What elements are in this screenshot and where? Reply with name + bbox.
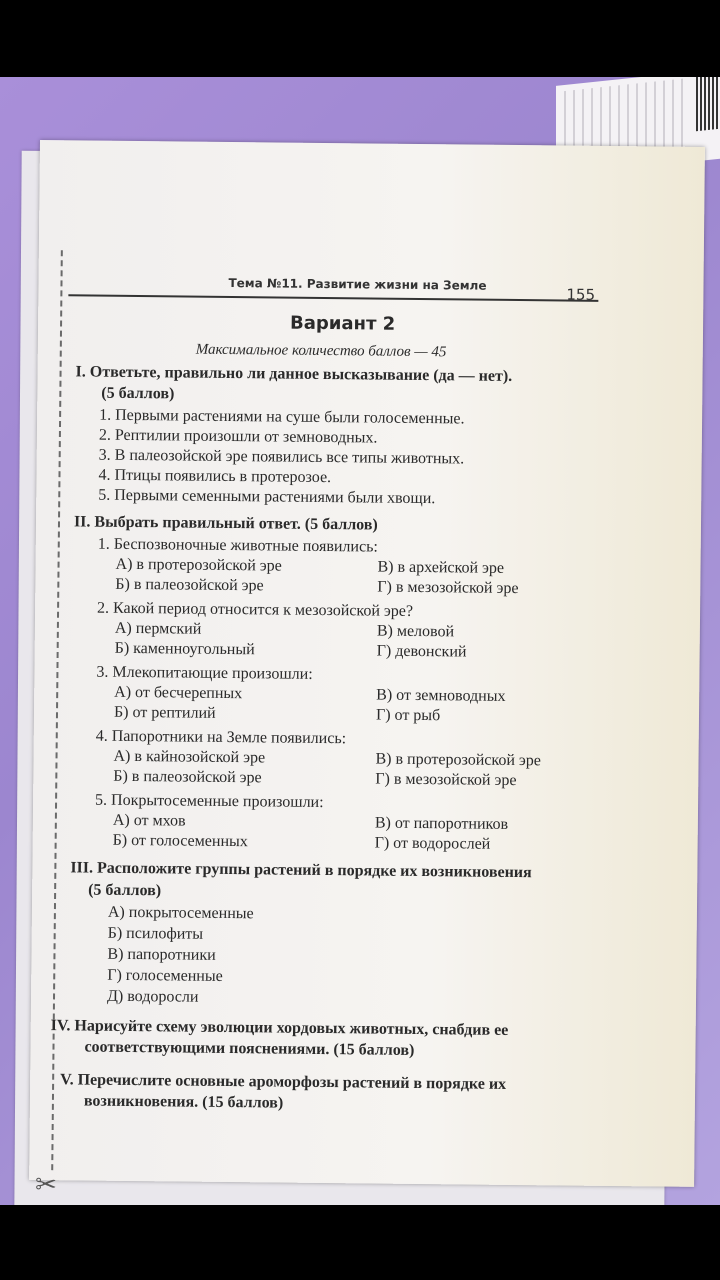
section-title: Нарисуйте схему эволюции хордовых животных, снабдив ее xyxy=(74,1017,509,1039)
max-score: Максимальное количество баллов — 45 xyxy=(195,341,447,361)
option: Б) в палеозойской эре xyxy=(115,575,264,595)
plant-group-item: А) покрытосеменные xyxy=(107,903,254,923)
option: А) от мхов xyxy=(112,811,186,830)
page-number: 155 xyxy=(566,285,596,304)
option: В) меловой xyxy=(376,622,455,641)
plant-group-item: Б) псилофиты xyxy=(107,924,204,943)
plant-group-item: Д) водоросли xyxy=(106,987,199,1006)
section-3-heading xyxy=(70,858,532,883)
section-1-points: (5 баллов) xyxy=(101,384,175,403)
section-title: Выбрать правильный ответ. (5 баллов) xyxy=(94,513,378,534)
section-number: III. xyxy=(70,859,94,877)
option: В) в архейской эре xyxy=(377,558,505,577)
section-5-line-2: возникновения. (15 баллов) xyxy=(83,1092,284,1112)
statement-item: 5. Первыми семенными растениями были хвощи. xyxy=(98,486,436,508)
statement-item: 3. В палеозойской эре появились все типы животных. xyxy=(98,446,465,468)
option: Г) в мезозойской эре xyxy=(377,578,519,598)
question: 5. Покрытосеменные произошли: xyxy=(95,791,324,812)
option: Г) девонский xyxy=(376,642,467,661)
option: Б) каменноугольный xyxy=(114,639,255,659)
section-title: Перечислите основные ароморфозы растений в порядке их xyxy=(77,1071,507,1093)
option: Г) от водорослей xyxy=(374,834,491,853)
option: А) пермский xyxy=(114,619,202,638)
statement-item: 1. Первыми растениями на суше были голосеменные. xyxy=(99,406,465,428)
topic-title: Тема №11. Развитие жизни на Земле xyxy=(228,275,487,293)
option: В) от земноводных xyxy=(376,686,506,705)
section-number: I. xyxy=(75,363,86,381)
question: 2. Какой период относится к мезозойской эре? xyxy=(97,599,414,620)
question: 1. Беспозвоночные животные появились: xyxy=(97,535,378,556)
section-number: V. xyxy=(60,1071,74,1089)
option: А) от бесчерепных xyxy=(114,683,243,703)
photo-background xyxy=(0,77,720,1205)
option: Б) от голосеменных xyxy=(112,831,248,851)
section-3-points: (5 баллов) xyxy=(88,881,162,900)
running-header xyxy=(68,272,598,302)
option: А) в кайнозойской эре xyxy=(113,747,266,767)
section-2-heading xyxy=(74,512,378,535)
section-number: IV. xyxy=(50,1017,71,1035)
option: Б) от рептилий xyxy=(113,703,216,722)
statement-item: 2. Рептилии произошли от земноводных. xyxy=(98,426,378,447)
option: А) в протерозойской эре xyxy=(115,555,282,575)
worksheet-page xyxy=(29,140,705,1201)
question: 3. Млекопитающие произошли: xyxy=(96,663,313,683)
option: Б) в палеозойской эре xyxy=(113,767,262,787)
option: В) от папоротников xyxy=(374,814,509,833)
option: Г) от рыб xyxy=(375,706,441,725)
plant-group-item: Г) голосеменные xyxy=(107,966,223,985)
barcode xyxy=(696,77,720,131)
plant-group-item: В) папоротники xyxy=(107,945,216,964)
section-4-line-2: соответствующими пояснениями. (15 баллов) xyxy=(84,1038,415,1059)
variant-title: Вариант 2 xyxy=(289,312,396,335)
section-title: Расположите группы растений в порядке их возникновения xyxy=(96,859,532,882)
option: В) в протерозойской эре xyxy=(375,750,542,770)
section-number: II. xyxy=(73,513,91,531)
scissors-icon: ✂ xyxy=(34,1170,58,1201)
question: 4. Папоротники на Земле появились: xyxy=(95,727,347,748)
option: Г) в мезозойской эре xyxy=(375,770,517,790)
section-title: Ответьте, правильно ли данное высказывание (да — нет). xyxy=(89,363,513,385)
statement-item: 4. Птицы появились в протерозое. xyxy=(98,466,332,487)
